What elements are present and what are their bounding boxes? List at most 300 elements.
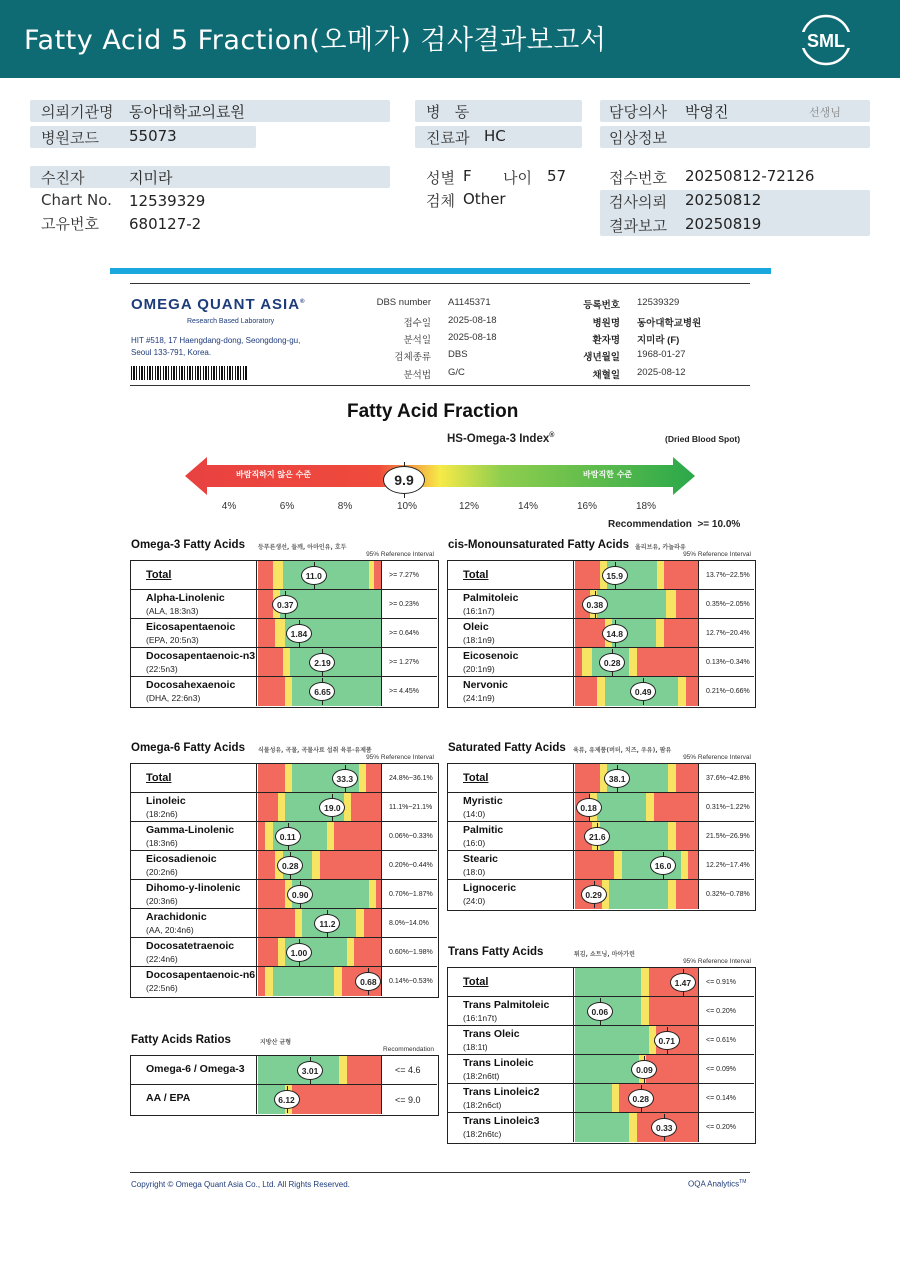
lab-mid-value: G/C — [448, 367, 465, 378]
omega3-bar-segment — [374, 561, 382, 589]
omega3-row-ref: >= 0.64% — [389, 629, 419, 637]
omega6-row-marker: 11.2 — [314, 914, 340, 933]
lab-right-label: 등록번호 — [583, 300, 620, 311]
trans-row-label-cell — [448, 1113, 574, 1142]
mufa-row-marker: 15.9 — [602, 566, 628, 585]
omega6-row-sub: (20:3n6) — [146, 896, 178, 906]
lab-mid-value: DBS — [448, 349, 468, 360]
ratios-row-name: AA / EPA — [146, 1092, 191, 1104]
institution-label: 의뢰기관명 — [41, 103, 114, 121]
sex-label: 성별 — [426, 169, 455, 187]
omega6-bar-segment — [273, 967, 335, 996]
sat-panel — [447, 763, 756, 911]
lab-mid-value: A1145371 — [448, 297, 491, 308]
omega6-bar-segment — [364, 909, 382, 937]
trans-row-name: Total — [463, 976, 489, 988]
trans-bar-segment — [575, 1055, 640, 1083]
lab-address-1: HIT #518, 17 Haengdang-dong, Seongdong-gu, — [131, 336, 301, 345]
sat-row-ref: 12.2%~17.4% — [706, 861, 750, 869]
age-value: 57 — [547, 167, 567, 185]
sat-ref-header: 95% Reference Interval — [683, 754, 751, 761]
sat-row-label-cell — [448, 822, 574, 850]
omega6-row — [131, 822, 437, 851]
sat-row-ref: 37.6%~42.8% — [706, 774, 750, 782]
omega6-row-name: Docosapentaenoic-n6 — [146, 969, 256, 981]
lab-mid-value: 2025-08-18 — [448, 315, 497, 326]
omega6-row-marker: 19.0 — [319, 798, 345, 817]
lab-right-value: 지미라 (F) — [637, 335, 680, 346]
mufa-bar-segment — [686, 677, 699, 706]
omega3-row — [131, 561, 437, 590]
omega6-row-marker: 0.90 — [287, 885, 313, 904]
omega6-row-sub: (AA, 20:4n6) — [146, 925, 194, 935]
omega3-row-marker: 0.37 — [272, 595, 298, 614]
sat-row-label-cell — [448, 880, 574, 909]
id-value: 680127-2 — [129, 215, 202, 233]
omega6-row-name: Linoleic — [146, 795, 186, 807]
mufa-row-ref: 0.35%~2.05% — [706, 600, 750, 608]
ward-label: 병 동 — [426, 103, 470, 121]
omega3-ref-header: 95% Reference Interval — [366, 551, 434, 558]
trans-row-ref: <= 0.91% — [706, 978, 736, 986]
trans-row-marker: 0.28 — [628, 1089, 654, 1108]
sat-row-sub: (24:0) — [463, 896, 486, 906]
mufa-row-name: Eicosenoic — [463, 650, 519, 662]
trans-row — [448, 1055, 754, 1084]
omega6-row-ref: 0.20%~0.44% — [389, 861, 433, 869]
omega6-bar-segment — [320, 851, 382, 879]
trans-bar-segment — [575, 1113, 630, 1142]
mufa-bar-segment — [676, 590, 699, 618]
lab-address-2: Seoul 133-791, Korea. — [131, 348, 212, 357]
mufa-row-sub: (20:1n9) — [463, 664, 495, 674]
mufa-row-bar — [575, 619, 699, 647]
mufa-row-marker: 14.8 — [602, 624, 628, 643]
omega6-row-name: Arachidonic — [146, 911, 207, 923]
ratios-row-marker: 3.01 — [297, 1061, 323, 1080]
sat-bar-segment — [597, 793, 647, 821]
chart-label: Chart No. — [41, 191, 112, 209]
ratios-row-marker: 6.12 — [274, 1090, 300, 1109]
mufa-row — [448, 648, 754, 677]
omega6-row — [131, 793, 437, 822]
sat-row-bar — [575, 822, 699, 850]
omega6-row-label-cell — [131, 967, 257, 996]
mufa-bar-segment — [637, 648, 699, 676]
barcode — [131, 366, 247, 380]
omega3-row — [131, 648, 437, 677]
trans-row-sub: (16:1n7t) — [463, 1013, 498, 1023]
lab-right-value: 12539329 — [637, 297, 680, 308]
trans-bar-segment — [575, 1026, 649, 1054]
omega6-bar-segment — [258, 851, 276, 879]
trans-row-label-cell — [448, 1084, 574, 1112]
omega6-row — [131, 851, 437, 880]
omega6-subtitle: 식물성유, 곡물, 곡물사료 섭취 육류·유제품 — [258, 747, 372, 754]
mufa-row — [448, 677, 754, 706]
omega3-row-sub: (22:5n3) — [146, 664, 178, 674]
ratios-bar-segment — [347, 1056, 382, 1084]
omega3-panel — [130, 560, 439, 708]
trans-title: Trans Fatty Acids — [448, 946, 544, 958]
mufa-bar-segment — [664, 619, 699, 647]
mufa-row-label-cell — [448, 619, 574, 647]
omega6-row-marker: 33.3 — [332, 769, 358, 788]
omega3-row-bar — [258, 648, 382, 676]
omega3-row — [131, 677, 437, 706]
trans-row-marker: 0.71 — [654, 1031, 680, 1050]
index-tick-label: 16% — [576, 501, 597, 512]
sat-row-sub: (14:0) — [463, 809, 486, 819]
trans-row-bar — [575, 997, 699, 1025]
fraction-title: Fatty Acid Fraction — [347, 401, 519, 422]
omega6-row — [131, 909, 437, 938]
sat-row-ref: 0.32%~0.78% — [706, 891, 750, 898]
omega6-row-ref: 0.06%~0.33% — [389, 832, 433, 840]
omega3-row-label-cell — [131, 561, 257, 589]
trans-row-label-cell — [448, 1055, 574, 1083]
sat-bar-segment — [688, 851, 698, 879]
omega3-row-bar — [258, 677, 382, 706]
index-tick-label: 18% — [635, 501, 656, 512]
lab-name: OMEGA QUANT ASIA® — [131, 296, 306, 313]
sat-row-marker: 21.6 — [584, 827, 610, 846]
sat-bar-segment — [600, 822, 669, 850]
omega6-row-bar — [258, 793, 382, 821]
omega6-row-sub: (18:3n6) — [146, 838, 178, 848]
trans-subtitle: 튀김, 쇼트닝, 마아가린 — [574, 951, 635, 958]
index-title: HS-Omega-3 Index® — [447, 432, 555, 445]
trans-row-marker: 0.06 — [587, 1002, 613, 1021]
omega6-row-label-cell — [131, 880, 257, 908]
trans-row-label-cell — [448, 1026, 574, 1054]
omega3-row-marker: 11.0 — [301, 566, 327, 585]
accent-divider — [110, 268, 771, 274]
mufa-row-marker: 0.49 — [630, 682, 656, 701]
mufa-row-ref: 12.7%~20.4% — [706, 629, 750, 637]
ratios-bar-segment — [292, 1085, 381, 1114]
lab-right-value: 2025-08-12 — [637, 367, 686, 378]
mufa-row — [448, 619, 754, 648]
ratios-ref-header: Recommendation — [383, 1046, 434, 1053]
lab-mid-value: 2025-08-18 — [448, 332, 497, 343]
mufa-row-bar — [575, 561, 699, 589]
omega3-row-label-cell — [131, 619, 257, 647]
mufa-row-name: Palmitoleic — [463, 592, 519, 604]
mufa-row-label-cell — [448, 648, 574, 676]
sat-row-label-cell — [448, 793, 574, 821]
sat-bar-segment — [676, 880, 699, 909]
omega6-row-ref: 24.8%~36.1% — [389, 774, 433, 782]
sat-row-name: Total — [463, 772, 489, 784]
trans-row-ref: <= 0.61% — [706, 1036, 736, 1044]
mufa-row-sub: (18:1n9) — [463, 635, 495, 645]
chart-value: 12539329 — [129, 192, 206, 210]
trans-row-marker: 0.33 — [651, 1118, 677, 1137]
omega6-row-name: Docosatetraenoic — [146, 940, 235, 952]
omega6-row-ref: 0.70%~1.87% — [389, 890, 433, 898]
omega3-row — [131, 619, 437, 648]
omega6-bar-segment — [258, 764, 286, 792]
omega6-row — [131, 764, 437, 793]
omega3-bar-segment — [258, 677, 286, 706]
sat-bar-segment — [575, 851, 615, 879]
request-value: 20250812 — [685, 191, 762, 209]
receipt-label: 접수번호 — [609, 169, 667, 187]
omega6-row — [131, 880, 437, 909]
ratios-row-label-cell — [131, 1085, 257, 1114]
trans-row-marker: 0.09 — [631, 1060, 657, 1079]
sat-row-bar — [575, 764, 699, 792]
omega3-row-marker: 2.19 — [309, 653, 335, 672]
omega6-bar-segment — [366, 764, 381, 792]
doctor-suffix: 선생님 — [809, 106, 841, 119]
lab-mid-label: 분석법 — [403, 370, 431, 381]
sat-row — [448, 822, 754, 851]
svg-text:SML: SML — [807, 31, 845, 51]
trans-row-name: Trans Palmitoleic — [463, 999, 550, 1011]
omega6-row-marker: 1.00 — [286, 943, 312, 962]
omega3-bar-segment — [258, 561, 273, 589]
lab-mid-label: DBS number — [376, 297, 431, 308]
omega6-row-name: Eicosadienoic — [146, 853, 217, 865]
omega3-bar-segment — [258, 648, 283, 676]
report-value: 20250819 — [685, 215, 762, 233]
lab-mid-label: 접수일 — [403, 318, 431, 329]
omega3-row-bar — [258, 619, 382, 647]
trans-row-name: Trans Oleic — [463, 1028, 520, 1040]
hospital-code-label: 병원코드 — [41, 129, 99, 147]
mufa-ref-header: 95% Reference Interval — [683, 551, 751, 558]
omega6-row-bar — [258, 938, 382, 966]
lab-right-value: 동아대학교병원 — [637, 318, 702, 329]
mufa-row-bar — [575, 590, 699, 618]
trans-row-ref: <= 0.20% — [706, 1124, 736, 1131]
trans-row — [448, 968, 754, 997]
receipt-value: 20250812-72126 — [685, 167, 815, 185]
omega3-row-sub: (DHA, 22:6n3) — [146, 693, 201, 703]
dept-value: HC — [484, 127, 506, 145]
mufa-row — [448, 561, 754, 590]
omega6-bar-segment — [334, 822, 381, 850]
omega6-row-bar — [258, 764, 382, 792]
sat-row-marker: 0.29 — [581, 885, 607, 904]
mufa-row-sub: (16:1n7) — [463, 606, 495, 616]
index-tick-label: 12% — [458, 501, 479, 512]
omega6-row-label-cell — [131, 938, 257, 966]
omega6-row-name: Gamma-Linolenic — [146, 824, 235, 836]
mufa-row-ref: 0.13%~0.34% — [706, 658, 750, 666]
ratios-row — [131, 1085, 437, 1114]
lab-right-label: 환자명 — [592, 335, 620, 346]
trans-panel — [447, 967, 756, 1144]
omega3-row-name: Docosahexaenoic — [146, 679, 236, 691]
lab-mid-label: 분석일 — [403, 335, 431, 346]
sat-row-name: Stearic — [463, 853, 499, 865]
report-title: Fatty Acid 5 Fraction(오메가) 검사결과보고서 — [24, 25, 607, 56]
sat-row-label-cell — [448, 764, 574, 792]
request-label: 검사의뢰 — [609, 193, 667, 211]
institution-value: 동아대학교의료원 — [129, 103, 245, 121]
omega6-row-bar — [258, 880, 382, 908]
clinical-label: 임상정보 — [609, 129, 667, 147]
omega6-row-ref: 0.60%~1.98% — [389, 948, 433, 956]
omega3-row-ref: >= 1.27% — [389, 658, 419, 666]
omega3-bar-segment — [258, 590, 273, 618]
index-tick-label: 6% — [279, 501, 295, 512]
mufa-row-sub: (24:1n9) — [463, 693, 495, 703]
trans-row-ref: <= 0.20% — [706, 1007, 736, 1015]
omega6-row-bar — [258, 967, 382, 996]
omega6-row-marker: 0.28 — [277, 856, 303, 875]
omega3-row-ref: >= 4.45% — [389, 688, 419, 695]
sat-row-bar — [575, 793, 699, 821]
mufa-row-label-cell — [448, 677, 574, 706]
trans-row-bar — [575, 1055, 699, 1083]
hospital-code-value: 55073 — [129, 127, 177, 145]
index-tick-label: 10% — [396, 501, 417, 512]
mufa-panel — [447, 560, 756, 708]
omega3-bar-segment — [292, 677, 381, 706]
sat-row-bar — [575, 880, 699, 909]
sat-row — [448, 851, 754, 880]
sat-row-name: Lignoceric — [463, 882, 517, 894]
mufa-row-ref: 0.21%~0.66% — [706, 688, 750, 695]
lab-right-label: 생년월일 — [583, 352, 620, 363]
trans-row-marker: 1.47 — [670, 973, 696, 992]
omega3-row-label-cell — [131, 590, 257, 618]
sat-row-marker: 38.1 — [604, 769, 630, 788]
omega6-row-sub: (22:5n6) — [146, 983, 178, 993]
mufa-subtitle: 올리브유, 카놀라유 — [635, 544, 686, 551]
index-tick-label: 14% — [517, 501, 538, 512]
sat-bar-segment — [676, 822, 699, 850]
omega3-row-ref: >= 0.23% — [389, 600, 419, 608]
omega6-bar-segment — [258, 880, 286, 908]
trans-ref-header: 95% Reference Interval — [683, 958, 751, 965]
index-recommendation: Recommendation >= 10.0% — [608, 519, 741, 530]
omega6-row-marker: 0.11 — [275, 827, 301, 846]
sat-row — [448, 793, 754, 822]
trans-row-name: Trans Linoleic2 — [463, 1086, 540, 1098]
mufa-row — [448, 590, 754, 619]
omega6-bar-segment — [258, 938, 278, 966]
omega3-bar-segment — [258, 619, 276, 647]
mufa-row-name: Nervonic — [463, 679, 508, 691]
omega6-panel — [130, 763, 439, 998]
sex-value: F — [463, 167, 472, 185]
trans-row — [448, 1113, 754, 1142]
mufa-row-marker: 0.38 — [582, 595, 608, 614]
omega3-row-ref: >= 7.27% — [389, 571, 419, 579]
mufa-row-label-cell — [448, 561, 574, 589]
trans-row-sub: (18:2n6tc) — [463, 1129, 502, 1139]
trans-row-ref: <= 0.14% — [706, 1094, 736, 1102]
sat-bar-segment — [654, 793, 699, 821]
omega6-bar-segment — [351, 793, 381, 821]
omega6-bar-segment — [376, 880, 382, 908]
trans-row-name: Trans Linoleic3 — [463, 1115, 540, 1127]
omega6-ref-header: 95% Reference Interval — [366, 754, 434, 761]
omega6-bar-segment — [258, 793, 278, 821]
ratios-subtitle: 지방산 균형 — [260, 1039, 292, 1046]
doctor-value: 박영진 — [685, 103, 729, 121]
omega6-row-sub: (18:2n6) — [146, 809, 178, 819]
omega3-row-bar — [258, 561, 382, 589]
omega3-row-label-cell — [131, 677, 257, 706]
omega6-row-label-cell — [131, 851, 257, 879]
sat-row-sub: (18:0) — [463, 867, 486, 877]
lab-bottom-rule — [130, 385, 750, 386]
omega6-row-sub: (22:4n6) — [146, 954, 178, 964]
omega3-title: Omega-3 Fatty Acids — [131, 539, 245, 551]
lab-top-rule — [130, 283, 750, 284]
doctor-label: 담당의사 — [609, 103, 667, 121]
omega6-row-marker: 0.68 — [355, 972, 381, 991]
index-left-label: 바람직하지 않은 수준 — [236, 470, 312, 479]
trans-row-sub: (18:1t) — [463, 1042, 488, 1052]
sat-bar-segment — [575, 764, 600, 792]
ratios-row-ref: <= 9.0 — [395, 1094, 421, 1105]
omega3-row-sub: (ALA, 18:3n3) — [146, 606, 199, 616]
omega3-row-name: Eicosapentaenoic — [146, 621, 236, 633]
omega6-bar-segment — [354, 938, 382, 966]
mufa-bar-segment — [575, 619, 605, 647]
sat-row-marker: 16.0 — [650, 856, 676, 875]
footer-brand: OQA Analytics™ — [688, 1179, 747, 1189]
omega3-row — [131, 590, 437, 619]
sat-title: Saturated Fatty Acids — [448, 742, 566, 754]
omega6-row-bar — [258, 822, 382, 850]
omega3-row-name: Alpha-Linolenic — [146, 592, 225, 604]
footer-rule — [130, 1172, 750, 1173]
omega6-row-ref: 0.14%~0.53% — [389, 978, 433, 985]
id-label: 고유번호 — [41, 215, 99, 233]
dried-blood-spot: (Dried Blood Spot) — [665, 434, 741, 444]
trans-bar-segment — [649, 997, 699, 1025]
trans-row-bar — [575, 1113, 699, 1142]
lab-mid-label: 검체종류 — [394, 352, 431, 363]
index-value-marker: 9.9 — [383, 466, 425, 494]
ratios-row-name: Omega-6 / Omega-3 — [146, 1063, 245, 1075]
ratios-panel — [130, 1055, 439, 1116]
age-label: 나이 — [503, 169, 532, 187]
trans-row-sub: (18:2n6ct) — [463, 1100, 502, 1110]
omega3-row-name: Total — [146, 569, 172, 581]
mufa-title: cis-Monounsaturated Fatty Acids — [448, 539, 630, 551]
ratios-row-label-cell — [131, 1056, 257, 1084]
sat-row — [448, 764, 754, 793]
omega6-row-bar — [258, 909, 382, 937]
omega6-row-label-cell — [131, 764, 257, 792]
lab-subtitle: Research Based Laboratory — [187, 318, 275, 325]
sat-bar-segment — [609, 880, 669, 909]
omega6-row-name: Dihomo-y-linolenic — [146, 882, 241, 894]
mufa-row-bar — [575, 677, 699, 706]
omega6-row-label-cell — [131, 909, 257, 937]
copyright: Copyright © Omega Quant Asia Co., Ltd. All Rights Reserved. — [131, 1180, 350, 1189]
omega6-row-label-cell — [131, 793, 257, 821]
lab-right-value: 1968-01-27 — [637, 349, 686, 360]
trans-row-name: Trans Linoleic — [463, 1057, 534, 1069]
omega6-row-ref: 8.0%~14.0% — [389, 919, 429, 927]
omega3-row-sub: (EPA, 20:5n3) — [146, 635, 199, 645]
sat-bar-segment — [676, 764, 699, 792]
omega6-row-ref: 11.1%~21.1% — [389, 803, 433, 811]
trans-row — [448, 997, 754, 1026]
omega3-row-bar — [258, 590, 382, 618]
sat-row-bar — [575, 851, 699, 879]
